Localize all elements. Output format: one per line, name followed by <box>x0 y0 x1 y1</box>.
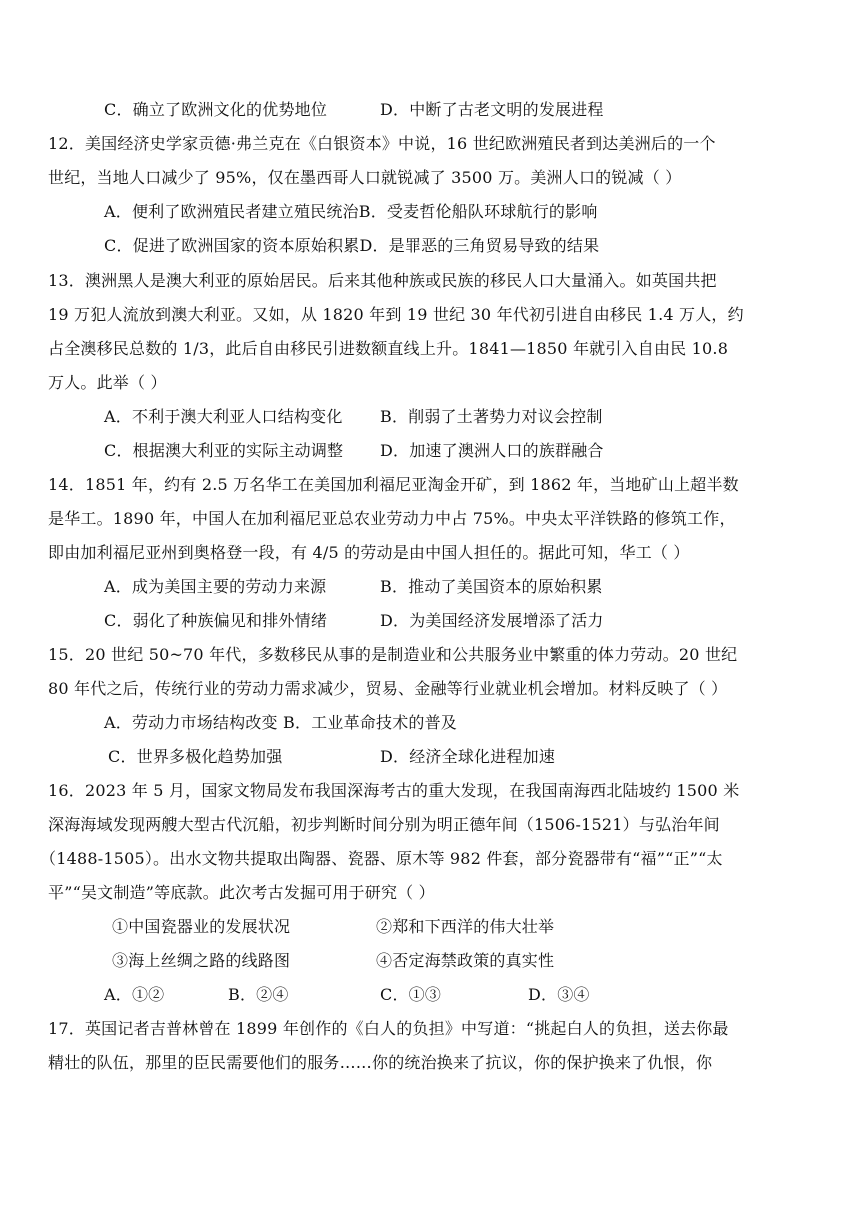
answer-option: D．③④ <box>528 985 590 1004</box>
text-line: （1488-1505）。出水文物共提取出陶器、瓷器、原木等 982 件套，部分瓷器带有“福”“正”“太 <box>40 849 723 868</box>
text-line: A．劳动力市场结构改变 B．工业革命技术的普及 <box>104 713 457 732</box>
answer-option: A．成为美国主要的劳动力来源 <box>104 577 327 596</box>
text-line: 17．英国记者吉普林曾在 1899 年创作的《白人的负担》中写道：“挑起白人的负担，送去你最 <box>48 1019 729 1038</box>
answer-option: A．不利于澳大利亚人口结构变化 <box>104 407 343 426</box>
text-line: 世纪，当地人口减少了 95%，仅在墨西哥人口就锐减了 3500 万。美洲人口的锐减（ ） <box>48 168 682 187</box>
text-line: 19 万犯人流放到澳大利亚。又如，从 1820 年到 19 世纪 30 年代初引进自由移民 1.4 万人，约 <box>48 305 744 324</box>
answer-option: ③海上丝绸之路的线路图 <box>112 951 291 970</box>
answer-option: D．中断了古老文明的发展进程 <box>380 100 604 119</box>
answer-option: D．加速了澳洲人口的族群融合 <box>380 441 604 460</box>
answer-option: D．经济全球化进程加速 <box>380 747 556 766</box>
answer-option: C．弱化了种族偏见和排外情绪 <box>104 611 328 630</box>
text-line: 平”“吴文制造”等底款。此次考古发掘可用于研究（ ） <box>48 883 435 902</box>
answer-option: ②郑和下西洋的伟大壮举 <box>376 917 555 936</box>
text-line: 80 年代之后，传统行业的劳动力需求减少，贸易、金融等行业就业机会增加。材料反映了（ ） <box>48 679 728 698</box>
text-line: 14．1851 年，约有 2.5 万名华工在美国加利福尼亚淘金开矿，到 1862 年，当地矿山上超半数 <box>48 475 739 494</box>
text-line: 12．美国经济史学家贡德·弗兰克在《白银资本》中说，16 世纪欧洲殖民者到达美洲后的一个 <box>48 134 716 153</box>
text-line: 15．20 世纪 50~70 年代，多数移民从事的是制造业和公共服务业中繁重的体力劳动。20 世纪 <box>48 645 738 664</box>
text-line: 精壮的队伍，那里的臣民需要他们的服务……你的统治换来了抗议，你的保护换来了仇恨，你 <box>48 1053 713 1072</box>
text-line: 即由加利福尼亚州到奥格登一段，有 4/5 的劳动是由中国人担任的。据此可知，华工（ ） <box>48 543 690 562</box>
text-line: 16．2023 年 5 月，国家文物局发布我国深海考古的重大发现，在我国南海西北陆坡约 1500 米 <box>48 781 740 800</box>
answer-option: ①中国瓷器业的发展状况 <box>112 917 291 936</box>
text-line: 深海海域发现两艘大型古代沉船，初步判断时间分别为明正德年间（1506-1521）与弘治年间 <box>48 815 720 834</box>
answer-option: ④否定海禁政策的真实性 <box>376 951 555 970</box>
text-line: A．便利了欧洲殖民者建立殖民统治B．受麦哲伦船队环球航行的影响 <box>104 202 598 221</box>
text-line: C．促进了欧洲国家的资本原始积累D．是罪恶的三角贸易导致的结果 <box>104 236 600 255</box>
answer-option: C．①③ <box>380 985 442 1004</box>
answer-option: B．削弱了土著势力对议会控制 <box>380 407 603 426</box>
answer-option: C．根据澳大利亚的实际主动调整 <box>104 441 344 460</box>
answer-option: C．确立了欧洲文化的优势地位 <box>104 100 328 119</box>
text-line: 占全澳移民总数的 1/3，此后自由移民引进数额直线上升。1841—1850 年就引入自由民 10.8 <box>48 339 729 358</box>
answer-option: A．①② <box>104 985 165 1004</box>
text-line: 万人。此举（ ） <box>48 373 167 392</box>
answer-option: D．为美国经济发展增添了活力 <box>380 611 604 630</box>
answer-option: B．推动了美国资本的原始积累 <box>380 577 603 596</box>
answer-option: B．②④ <box>228 985 289 1004</box>
text-line: 13．澳洲黑人是澳大利亚的原始居民。后来其他种族或民族的移民人口大量涌入。如英国共把 <box>48 271 717 290</box>
text-line: 是华工。1890 年，中国人在加利福尼亚总农业劳动力中占 75%。中央太平洋铁路的修筑工作， <box>48 509 736 528</box>
answer-option: C．世界多极化趋势加强 <box>108 747 283 766</box>
